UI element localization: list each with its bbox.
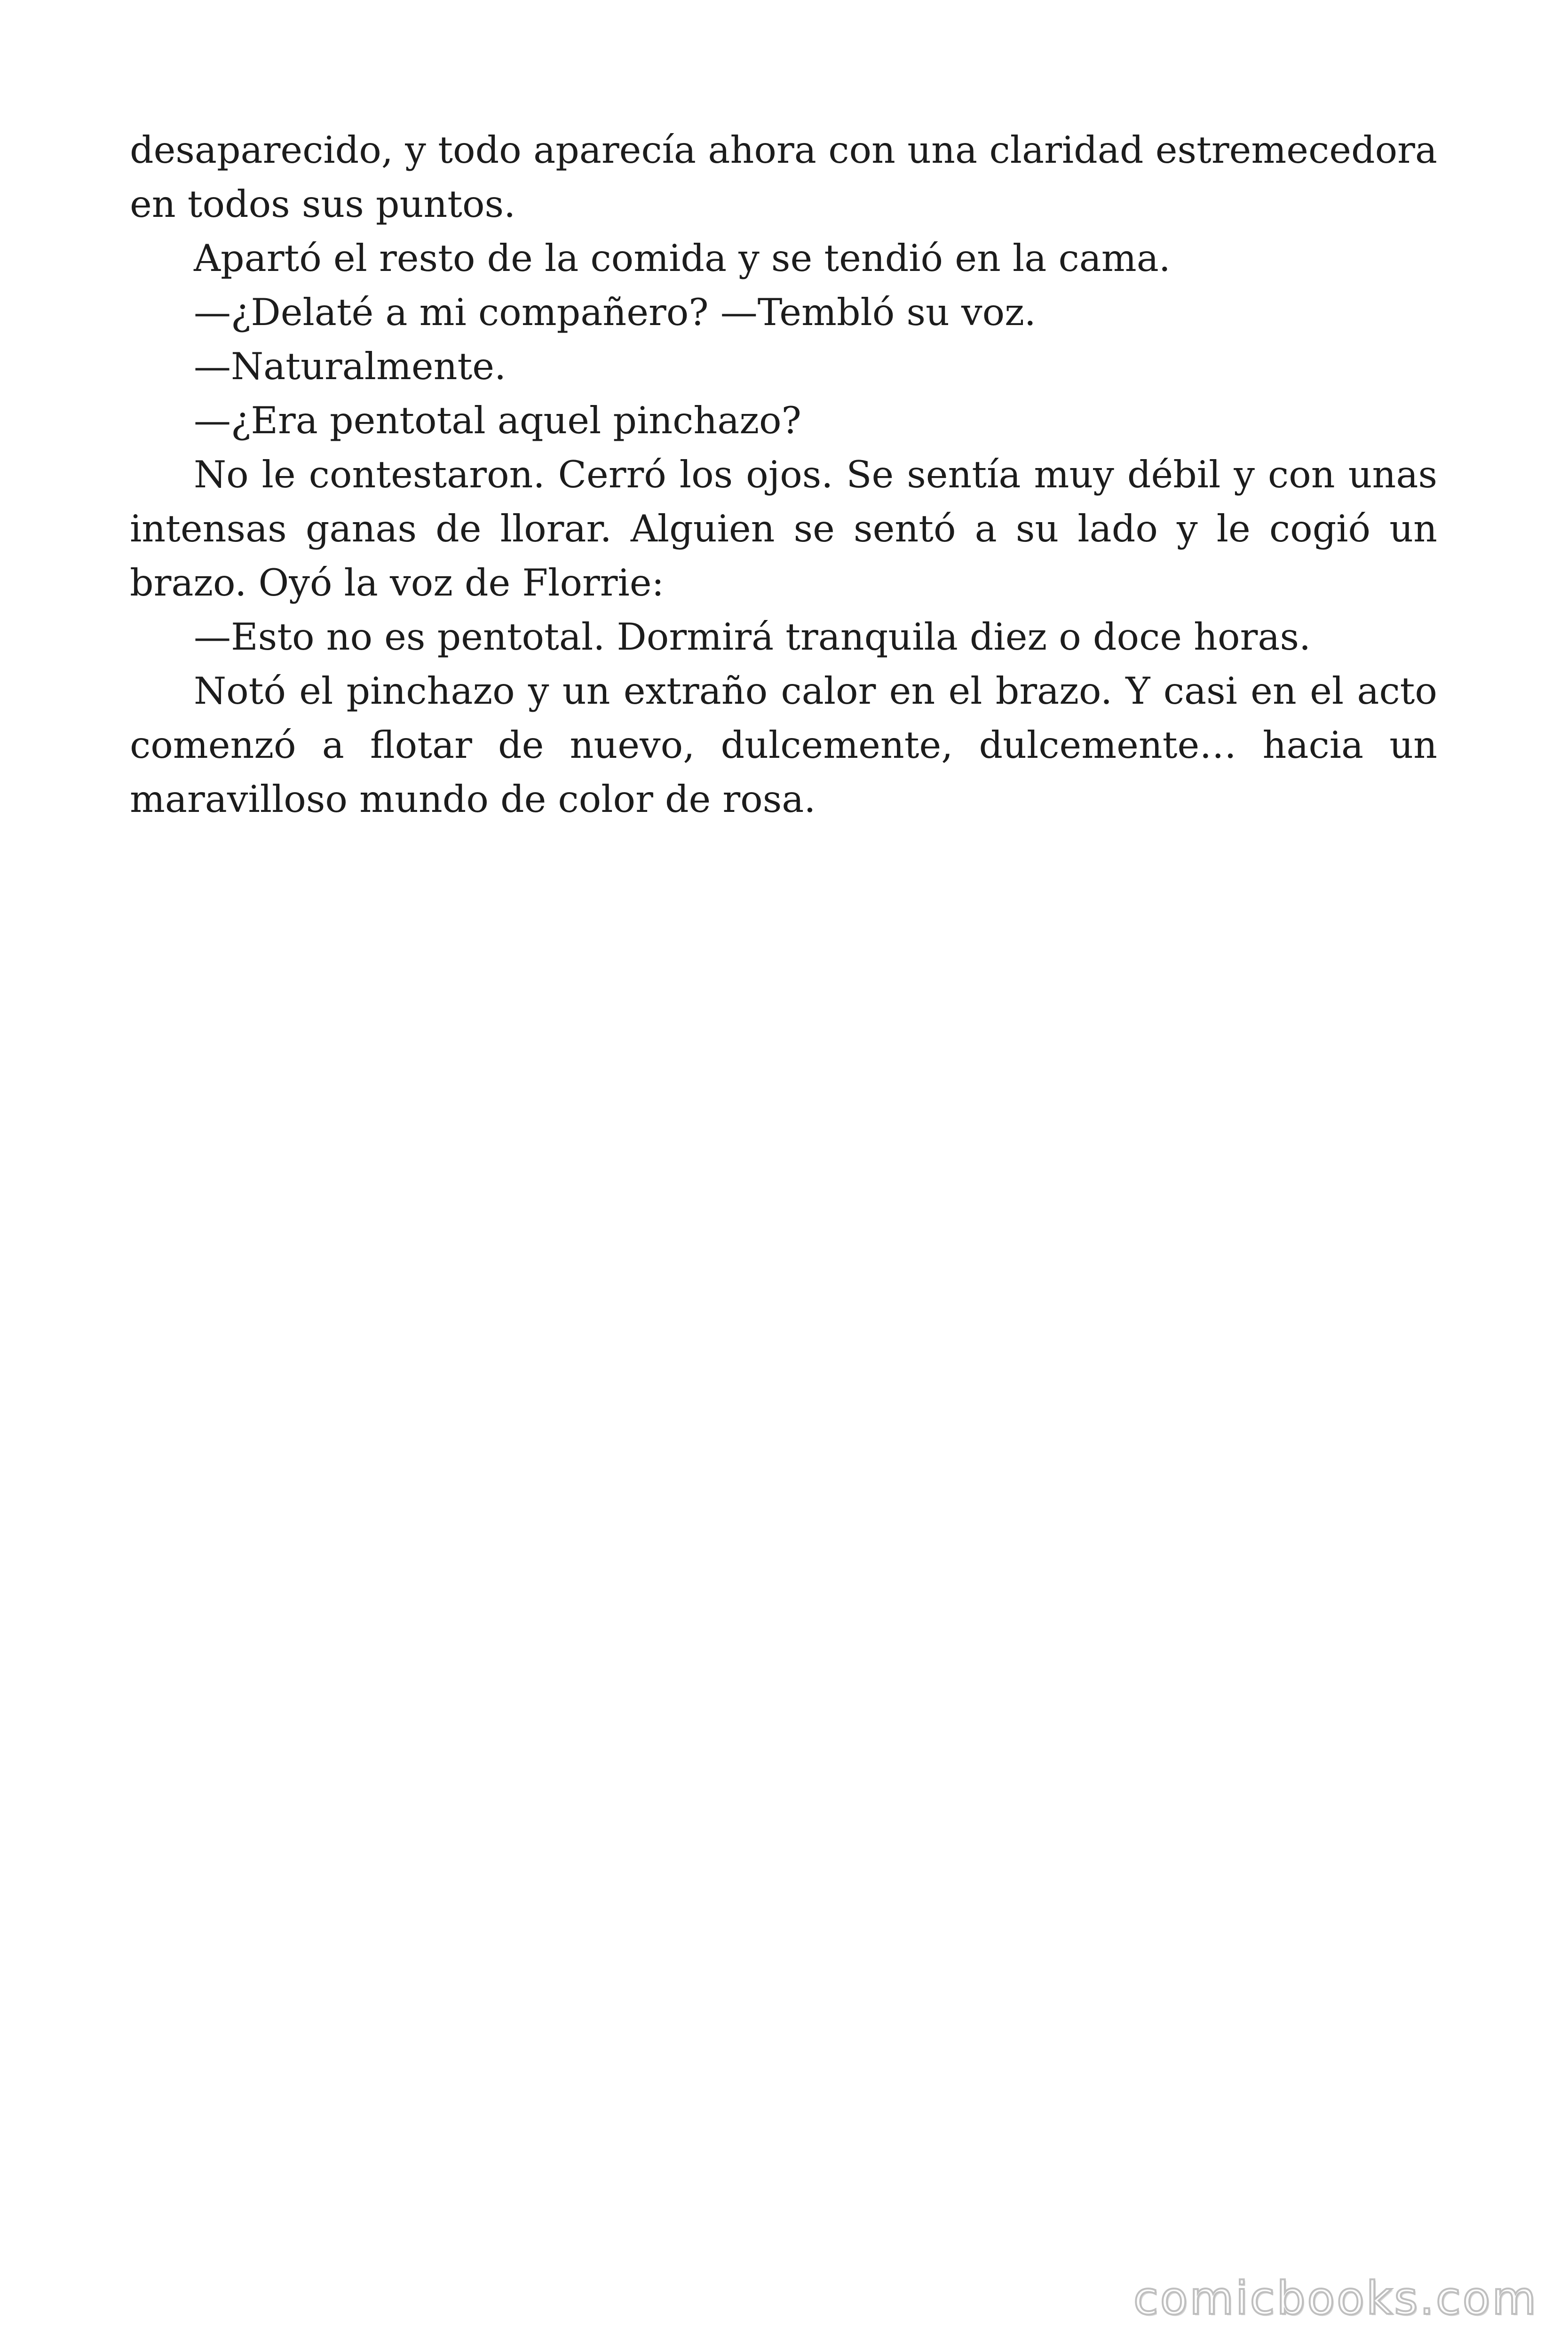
dialogue-line: —Naturalmente.: [194, 345, 507, 388]
dialogue-line: —¿Delaté a mi compañero? —Tembló su voz.: [194, 291, 1036, 334]
watermark: comicbooks.com: [1133, 2272, 1538, 2325]
paragraph-continuation: desaparecido, y todo aparecía ahora con una claridad estremecedora en todos sus puntos.: [130, 128, 1437, 226]
paragraph: No le contestaron. Cerró los ojos. Se sentía muy débil y con unas intensas ganas de llorar. Alguien se sentó a su lado y le cogió un brazo. Oyó la voz de Florrie:: [130, 453, 1437, 604]
book-page-text: [130, 123, 1437, 826]
paragraph: Apartó el resto de la comida y se tendió en la cama.: [194, 237, 1171, 280]
paragraph: Notó el pinchazo y un extraño calor en el brazo. Y casi en el acto comenzó a flotar de nuevo, dulcemente, dulcemente… hacia un maravilloso mundo de color de rosa.: [130, 669, 1437, 821]
dialogue-line: —¿Era pentotal aquel pinchazo?: [194, 399, 801, 442]
dialogue-line: —Esto no es pentotal. Dormirá tranquila diez o doce horas.: [194, 615, 1311, 659]
